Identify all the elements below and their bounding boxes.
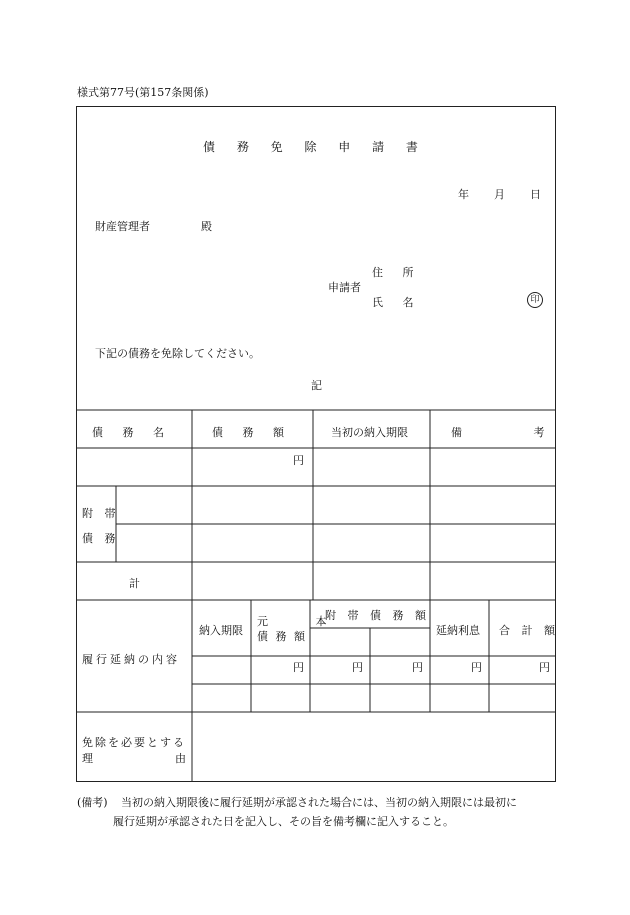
form-number: 様式第77号(第157条関係) bbox=[77, 86, 209, 99]
deferral-sum: 合 計 額 bbox=[499, 624, 559, 637]
applicant-label: 申請者 bbox=[328, 281, 361, 294]
header-debt-amount: 債 務 額 bbox=[212, 426, 292, 439]
header-original-due: 当初の納入期限 bbox=[331, 426, 408, 439]
yen-unit: 円 bbox=[352, 661, 363, 674]
header-debt-name: 債 務 名 bbox=[92, 426, 172, 439]
ki-label: 記 bbox=[311, 379, 322, 392]
notes-line-2: 履行延期が承認された日を記入し、その旨を備考欄に記入すること。 bbox=[113, 815, 454, 828]
date-month: 月 bbox=[494, 188, 505, 201]
addressee-honorific: 殿 bbox=[201, 220, 212, 233]
reason-label-2b: 由 bbox=[175, 752, 186, 765]
date-day: 日 bbox=[530, 188, 541, 201]
notes-label: (備考) bbox=[77, 796, 108, 809]
date-year: 年 bbox=[458, 188, 469, 201]
applicant-name-label: 氏 名 bbox=[372, 296, 422, 309]
yen-unit: 円 bbox=[471, 661, 482, 674]
deferral-principal-2: 債 務 額 bbox=[257, 630, 307, 643]
yen-unit: 円 bbox=[293, 454, 304, 467]
form-title: 債 務 免 除 申 請 書 bbox=[203, 140, 427, 154]
deferral-label: 履行延納の内容 bbox=[82, 653, 180, 666]
annex-label-2: 債 務 bbox=[82, 532, 120, 545]
deferral-principal-1: 元 本 bbox=[257, 615, 349, 628]
yen-unit: 円 bbox=[539, 661, 550, 674]
yen-unit: 円 bbox=[293, 661, 304, 674]
header-remarks: 備 考 bbox=[451, 426, 579, 439]
yen-unit: 円 bbox=[412, 661, 423, 674]
addressee-name: 財産管理者 bbox=[95, 220, 150, 233]
request-text: 下記の債務を免除してください。 bbox=[95, 347, 260, 360]
seal-mark: 印 bbox=[527, 292, 543, 308]
deferral-due-date: 納入期限 bbox=[199, 624, 243, 637]
reason-label-2a: 理 bbox=[82, 752, 93, 765]
total-label: 計 bbox=[129, 577, 140, 590]
annex-label-1: 附 帯 bbox=[82, 507, 120, 520]
notes-line-1: 当初の納入期限後に履行延期が承認された場合には、当初の納入期限には最初に bbox=[121, 796, 517, 809]
applicant-address-label: 住 所 bbox=[372, 266, 422, 279]
deferral-late-interest: 延納利息 bbox=[436, 624, 480, 637]
reason-label-1: 免除を必要とする bbox=[82, 736, 186, 749]
deferral-annex-amount: 附 帯 債 務 額 bbox=[325, 609, 430, 622]
